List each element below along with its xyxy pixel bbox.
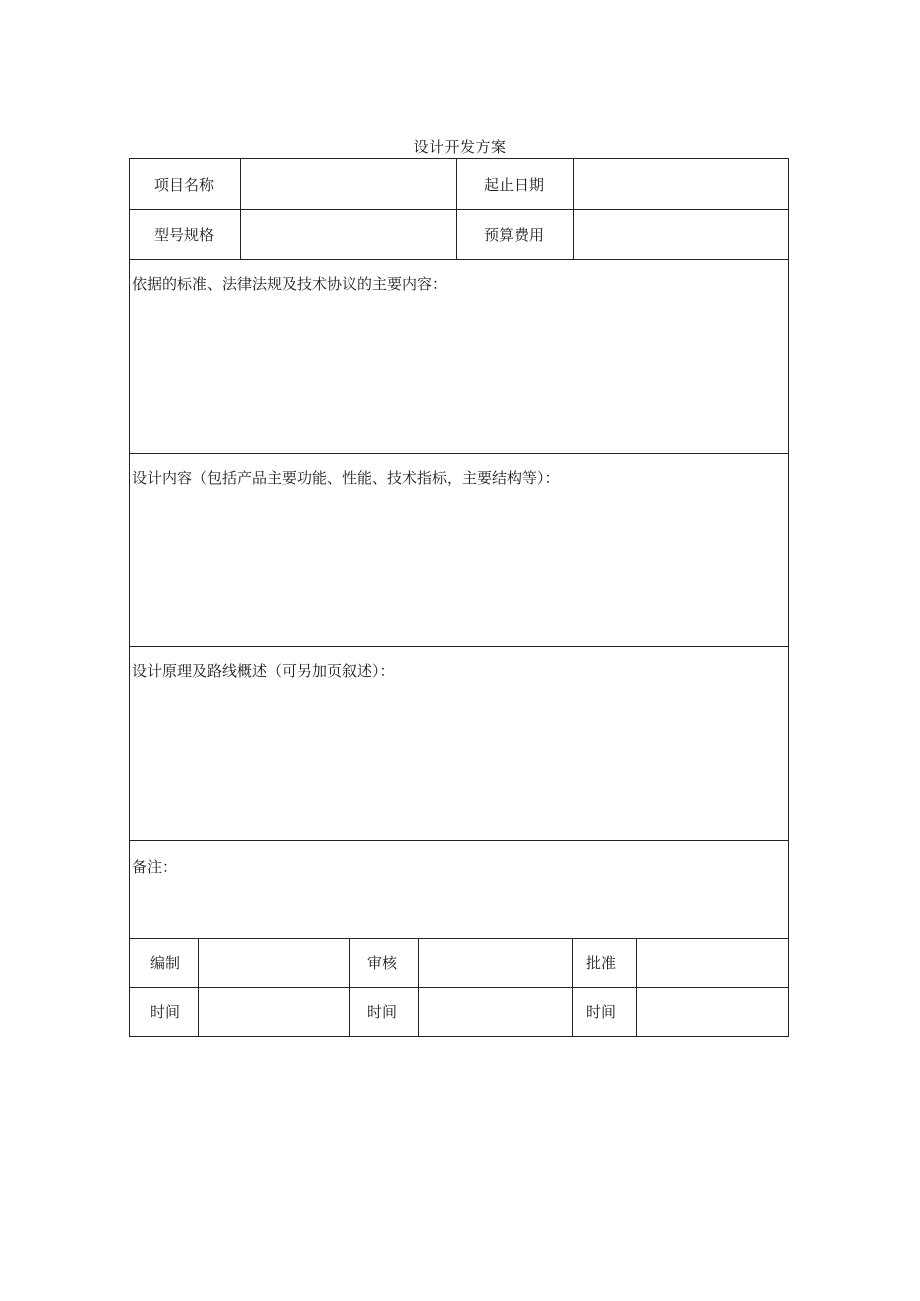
standards-section-field[interactable]: [130, 299, 788, 449]
column-divider: [572, 938, 573, 1037]
row-divider: [130, 259, 788, 260]
row-divider: [130, 938, 788, 939]
row-divider: [130, 646, 788, 647]
project-name-label: 项目名称: [154, 176, 215, 194]
column-divider: [573, 159, 574, 259]
prepared-time-label: 时间: [150, 1003, 181, 1021]
row-divider: [130, 987, 788, 988]
design-content-section-field[interactable]: [130, 493, 788, 643]
approved-time-label: 时间: [586, 1003, 617, 1021]
standards-section-label: 依据的标准、法律法规及技术协议的主要内容：: [132, 275, 448, 293]
remarks-section-label: 备注：: [132, 858, 178, 876]
design-principle-section-label: 设计原理及路线概述（可另加页叙述）：: [132, 662, 395, 680]
row-divider: [130, 453, 788, 454]
approved-by-label: 批准: [586, 954, 617, 972]
design-plan-form: [129, 158, 789, 1037]
column-divider: [636, 938, 637, 1037]
model-spec-label: 型号规格: [154, 226, 215, 244]
remarks-section-field[interactable]: [130, 881, 788, 935]
design-principle-section-field[interactable]: [130, 686, 788, 836]
row-divider: [130, 209, 788, 210]
column-divider: [456, 159, 457, 259]
column-divider: [198, 938, 199, 1037]
date-range-label: 起止日期: [484, 176, 545, 194]
row-divider: [130, 840, 788, 841]
prepared-by-label: 编制: [150, 954, 181, 972]
column-divider: [240, 159, 241, 259]
reviewed-by-label: 审核: [367, 954, 398, 972]
budget-label: 预算费用: [484, 226, 545, 244]
column-divider: [418, 938, 419, 1037]
design-content-section-label: 设计内容（包括产品主要功能、性能、技术指标，主要结构等）：: [132, 469, 560, 487]
document-title: 设计开发方案: [413, 138, 507, 156]
column-divider: [349, 938, 350, 1037]
reviewed-time-label: 时间: [367, 1003, 398, 1021]
